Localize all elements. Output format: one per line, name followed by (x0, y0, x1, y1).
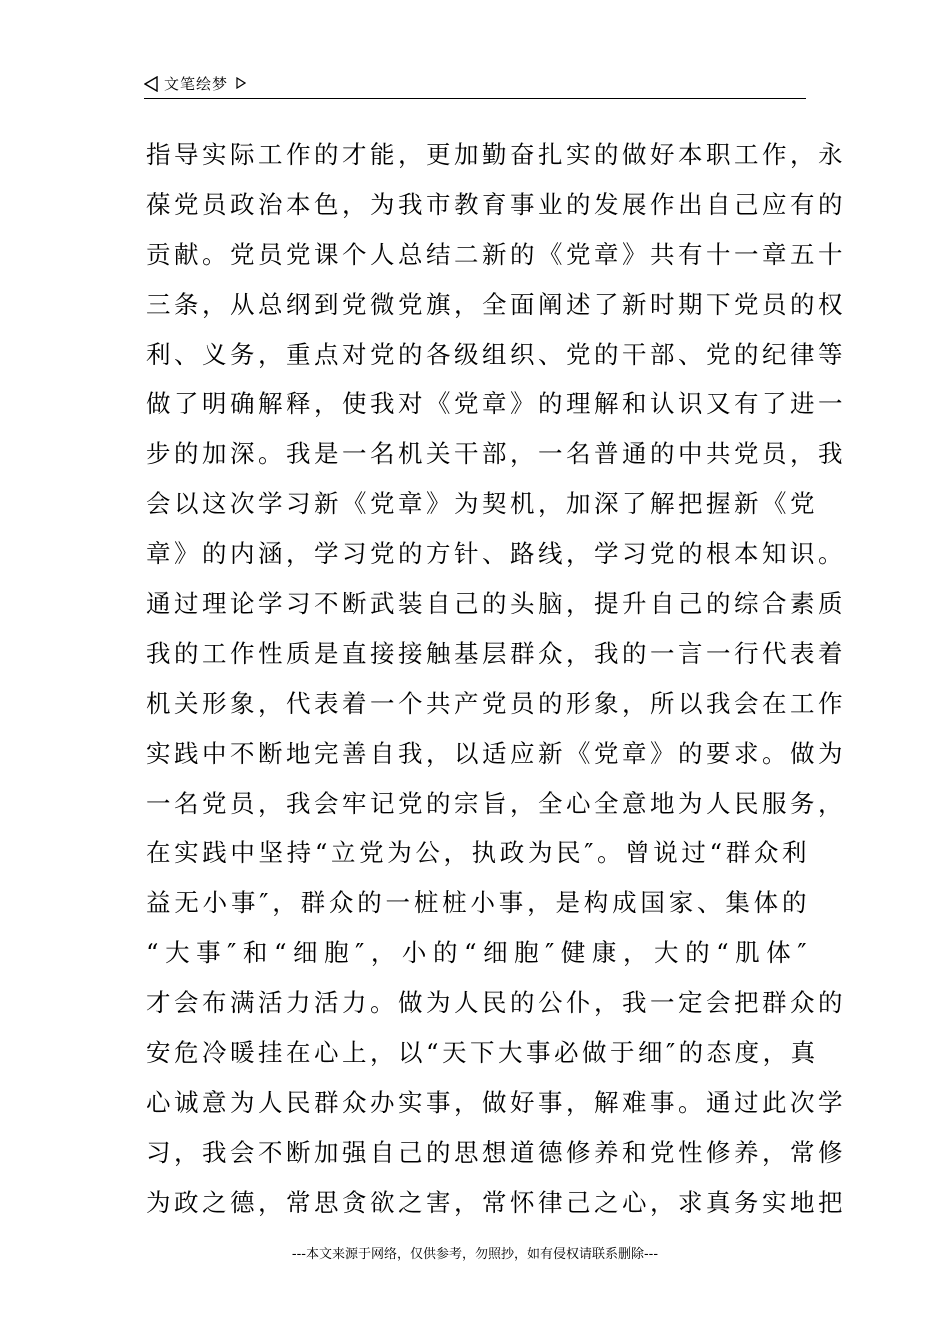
text-line: 通过理论学习不断武装自己的头脑，提升自己的综合素质 (146, 589, 846, 619)
text-line: “大事″和“细胞″，小的“细胞″健康，大的“肌体″ (146, 938, 810, 968)
page-header (144, 72, 806, 99)
text-line: 为政之德，常思贪欲之害，常怀律己之心，求真务实地把 (146, 1187, 846, 1217)
document-body (146, 130, 846, 1228)
header-title: 文笔绘梦 (164, 75, 229, 93)
text-line: 习，我会不断加强自己的思想道德修养和党性修养，常修 (146, 1137, 846, 1167)
text-line: 益无小事″，群众的一桩桩小事，是构成国家、集体的 (146, 888, 810, 918)
text-line: 在实践中坚持“立党为公，执政为民″。曾说过“群众利 (146, 838, 810, 868)
text-line: 会以这次学习新《党章》为契机，加深了解把握新《党 (146, 489, 818, 519)
text-line: 贡献。党员党课个人总结二新的《党章》共有十一章五十 (146, 239, 846, 269)
text-line: 实践中不断地完善自我，以适应新《党章》的要求。做为 (146, 738, 846, 768)
text-line: 章》的内涵，学习党的方针、路线，学习党的根本知识。 (146, 539, 846, 569)
page-footer: ---本文来源于网络，仅供参考，勿照抄，如有侵权请联系删除--- (291, 1247, 659, 1262)
left-triangle-icon (144, 76, 158, 92)
text-line: 葆党员政治本色，为我市教育事业的发展作出自己应有的 (146, 189, 846, 219)
text-line: 我的工作性质是直接接触基层群众，我的一言一行代表着 (146, 638, 846, 668)
text-line: 一名党员，我会牢记党的宗旨，全心全意地为人民服务， (146, 788, 846, 818)
text-line: 指导实际工作的才能，更加勤奋扎实的做好本职工作，永 (146, 140, 846, 169)
text-line: 利、义务，重点对党的各级组织、党的干部、党的纪律等 (146, 339, 846, 369)
text-line: 才会布满活力活力。做为人民的公仆，我一定会把群众的 (146, 988, 846, 1018)
text-line: 做了明确解释，使我对《党章》的理解和认识又有了进一 (146, 389, 846, 419)
right-triangle-icon (236, 77, 246, 89)
text-line: 步的加深。我是一名机关干部，一名普通的中共党员，我 (146, 439, 846, 469)
text-line: 心诚意为人民群众办实事，做好事，解难事。通过此次学 (146, 1087, 846, 1117)
text-line: 三条，从总纲到党微党旗，全面阐述了新时期下党员的权 (146, 289, 846, 319)
text-line: 安危冷暖挂在心上，以“天下大事必做于细″的态度，真 (146, 1038, 819, 1068)
text-line: 机关形象，代表着一个共产党员的形象，所以我会在工作 (146, 688, 846, 718)
